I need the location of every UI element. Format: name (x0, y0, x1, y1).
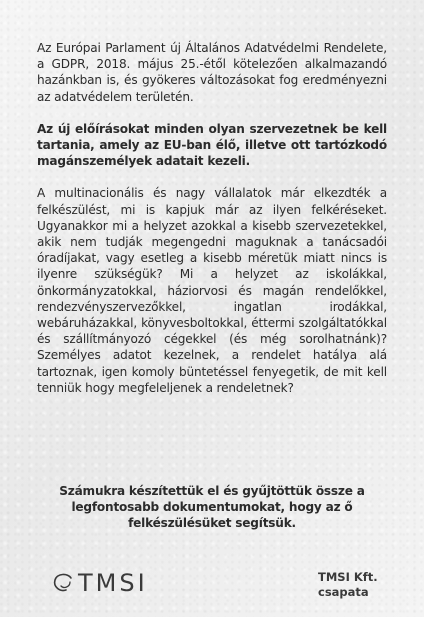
body-paragraph: A multinacionális és nagy vállalatok már elkezdték a felkészülést, mi is kapjuk már az ilyen felkéréseket. Ugyanakkor mi a helyzet azokkal a kisebb szervezetekkel, akik nem tudják megengedni maguknak a tanácsadói óradíjakat, vagy esetleg a kisebb méretük miatt nincs is ilyenre szükségük? Mi a helyzet az iskolákkal, önkormányzatokkal, háziorvosi és magán rendelőkkel, rendezvényszervezőkkel, ingatlan irodákkal, webáruházakkal, könyvesboltokkal, éttermi szolgáltatókkal és szállítmányozó cégekkel (és még sorolhatnánk)? Személyes adatot kezelnek, a rendelet hatálya alá tartoznak, igen komoly büntetéssel fenyegetik, de mit kell tenniük hogy megfeleljenek a rendeletnek? (37, 186, 387, 395)
highlight-paragraph: Az új előírásokat minden olyan szervezetnek be kell tartania, amely az EU-ban élő, illetve ott tartózkodó magánszemélyek adatait kezeli. (37, 121, 387, 169)
logo-text: TMSI (78, 569, 148, 597)
signature-team: csapata (318, 585, 369, 599)
tmsi-swirl-logo-icon (52, 572, 74, 594)
closing-paragraph: Számukra készítettük el és gyűjtöttük össze a legfontosabb dokumentumokat, hogy az ő felkészülésüket segítsük. (59, 484, 365, 531)
signature (318, 570, 388, 600)
document-body (37, 40, 387, 396)
company-logo (52, 570, 172, 596)
signature-company: TMSI Kft. (318, 570, 378, 584)
intro-paragraph: Az Európai Parlament új Általános Adatvédelmi Rendelete, a GDPR, 2018. május 25.-étől kötelezően alkalmazandó hazánkban is, és gyökeres változásokat fog eredményezni az adatvédelem területén. (37, 41, 387, 104)
